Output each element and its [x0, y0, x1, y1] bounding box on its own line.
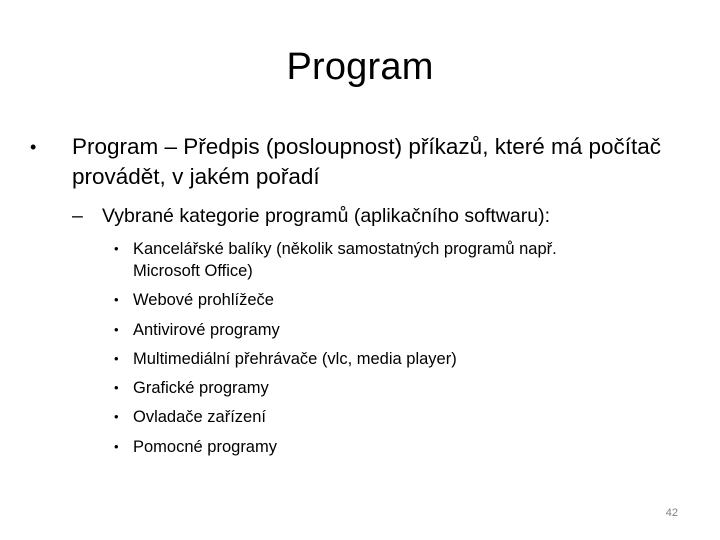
bullet-level1	[30, 132, 690, 192]
bullet-icon: •	[114, 350, 119, 366]
bullet-level1-text: Program – Předpis (posloupnost) příkazů, které má počítač provádět, v jakém pořadí	[72, 134, 662, 189]
list-item	[114, 436, 574, 458]
list-item	[114, 319, 574, 341]
bullet-icon: •	[114, 241, 119, 256]
list-item	[114, 238, 574, 282]
list-item-text: Multimediální přehrávače (vlc, media player)	[133, 349, 457, 368]
list-item	[114, 406, 574, 428]
list-item-text: Kancelářské balíky (několik samostatných programů např. Microsoft Office)	[133, 240, 557, 280]
list-item-text: Grafické programy	[133, 379, 269, 398]
bullet-icon: •	[30, 137, 37, 157]
list-item-text: Pomocné programy	[133, 437, 277, 456]
list-item-text: Webové prohlížeče	[133, 291, 274, 310]
page-number: 42	[665, 507, 678, 519]
list-item-text: Ovladače zařízení	[133, 408, 266, 427]
list-item-text: Antivirové programy	[133, 320, 280, 339]
bullet-icon: •	[114, 438, 119, 454]
bullet-icon: •	[114, 409, 119, 425]
list-item	[114, 377, 574, 399]
dash-icon: –	[72, 205, 83, 227]
list-item	[114, 289, 574, 311]
bullet-level2	[72, 203, 672, 229]
list-item	[114, 348, 574, 370]
bullet-icon: •	[114, 380, 119, 396]
bullet-icon: •	[114, 292, 119, 308]
category-list	[114, 238, 574, 465]
bullet-icon: •	[114, 321, 119, 337]
bullet-level2-text: Vybrané kategorie programů (aplikačního softwaru):	[102, 205, 551, 227]
slide-title: Program	[286, 46, 434, 88]
